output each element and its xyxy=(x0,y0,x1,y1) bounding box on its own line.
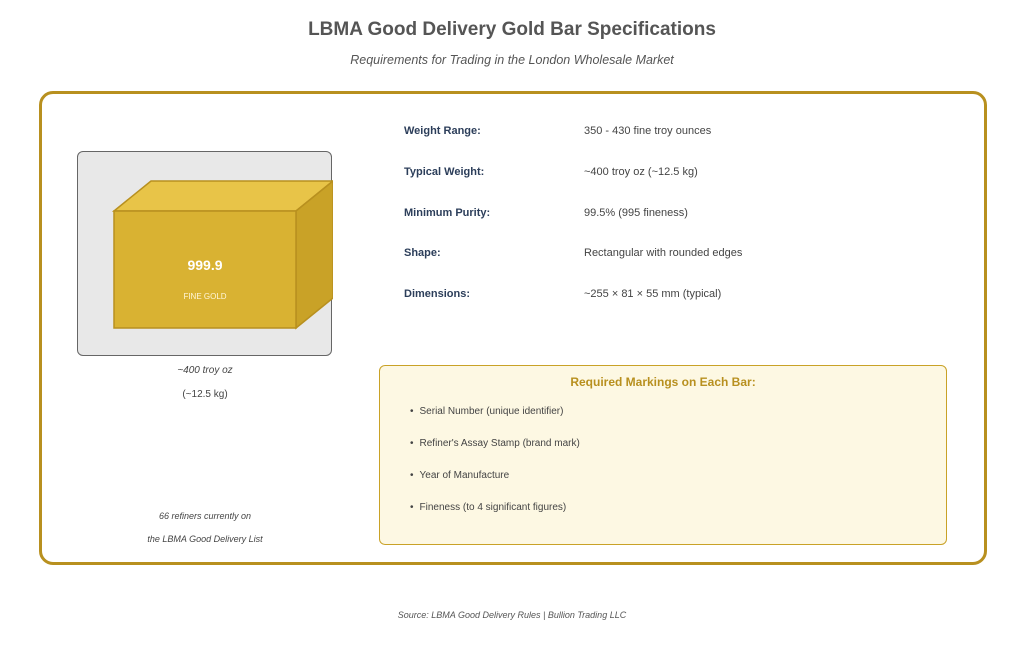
marking-item-text: Refiner's Assay Stamp (brand mark) xyxy=(419,438,580,449)
gold-bar-top-face xyxy=(114,181,333,211)
spec-value-minimum-purity: 99.5% (995 fineness) xyxy=(584,207,688,219)
refiners-note-line1: 66 refiners currently on xyxy=(158,511,252,521)
spec-label-minimum-purity: Minimum Purity: xyxy=(404,207,491,219)
spec-label-weight-range: Weight Range: xyxy=(404,125,481,137)
spec-label-dimensions: Dimensions: xyxy=(404,288,471,300)
bar-weight-kg-caption: (~12.5 kg) xyxy=(182,389,228,400)
marking-item-text: Serial Number (unique identifier) xyxy=(419,406,564,417)
spec-label-typical-weight: Typical Weight: xyxy=(404,166,485,178)
marking-item: • Serial Number (unique identifier) xyxy=(410,406,564,417)
spec-value-typical-weight: ~400 troy oz (~12.5 kg) xyxy=(584,166,698,178)
spec-value-dimensions: ~255 × 81 × 55 mm (typical) xyxy=(584,288,722,300)
source-footer: Source: LBMA Good Delivery Rules | Bullion Trading LLC xyxy=(397,610,627,620)
markings-title: Required Markings on Each Bar: xyxy=(570,375,756,389)
gold-bar-fineness: 999.9 xyxy=(187,257,223,273)
bar-weight-caption: ~400 troy oz xyxy=(177,365,233,376)
markings-box xyxy=(379,365,947,545)
marking-item: • Year of Manufacture xyxy=(410,470,510,481)
marking-item-text: Year of Manufacture xyxy=(419,470,510,481)
page-subtitle: Requirements for Trading in the London Wholesale Market xyxy=(350,53,674,67)
marking-item: • Fineness (to 4 significant figures) xyxy=(410,502,567,513)
marking-item-text: Fineness (to 4 significant figures) xyxy=(419,502,567,513)
gold-bar-illustration xyxy=(77,151,333,357)
spec-value-shape: Rectangular with rounded edges xyxy=(584,247,743,259)
gold-bar-label: FINE GOLD xyxy=(183,292,227,301)
spec-value-weight-range: 350 - 430 fine troy ounces xyxy=(584,125,712,137)
spec-label-shape: Shape: xyxy=(404,247,441,259)
marking-item: • Refiner's Assay Stamp (brand mark) xyxy=(410,438,580,449)
refiners-note-line2: the LBMA Good Delivery List xyxy=(147,534,263,544)
page-title: LBMA Good Delivery Gold Bar Specifications xyxy=(308,19,716,40)
